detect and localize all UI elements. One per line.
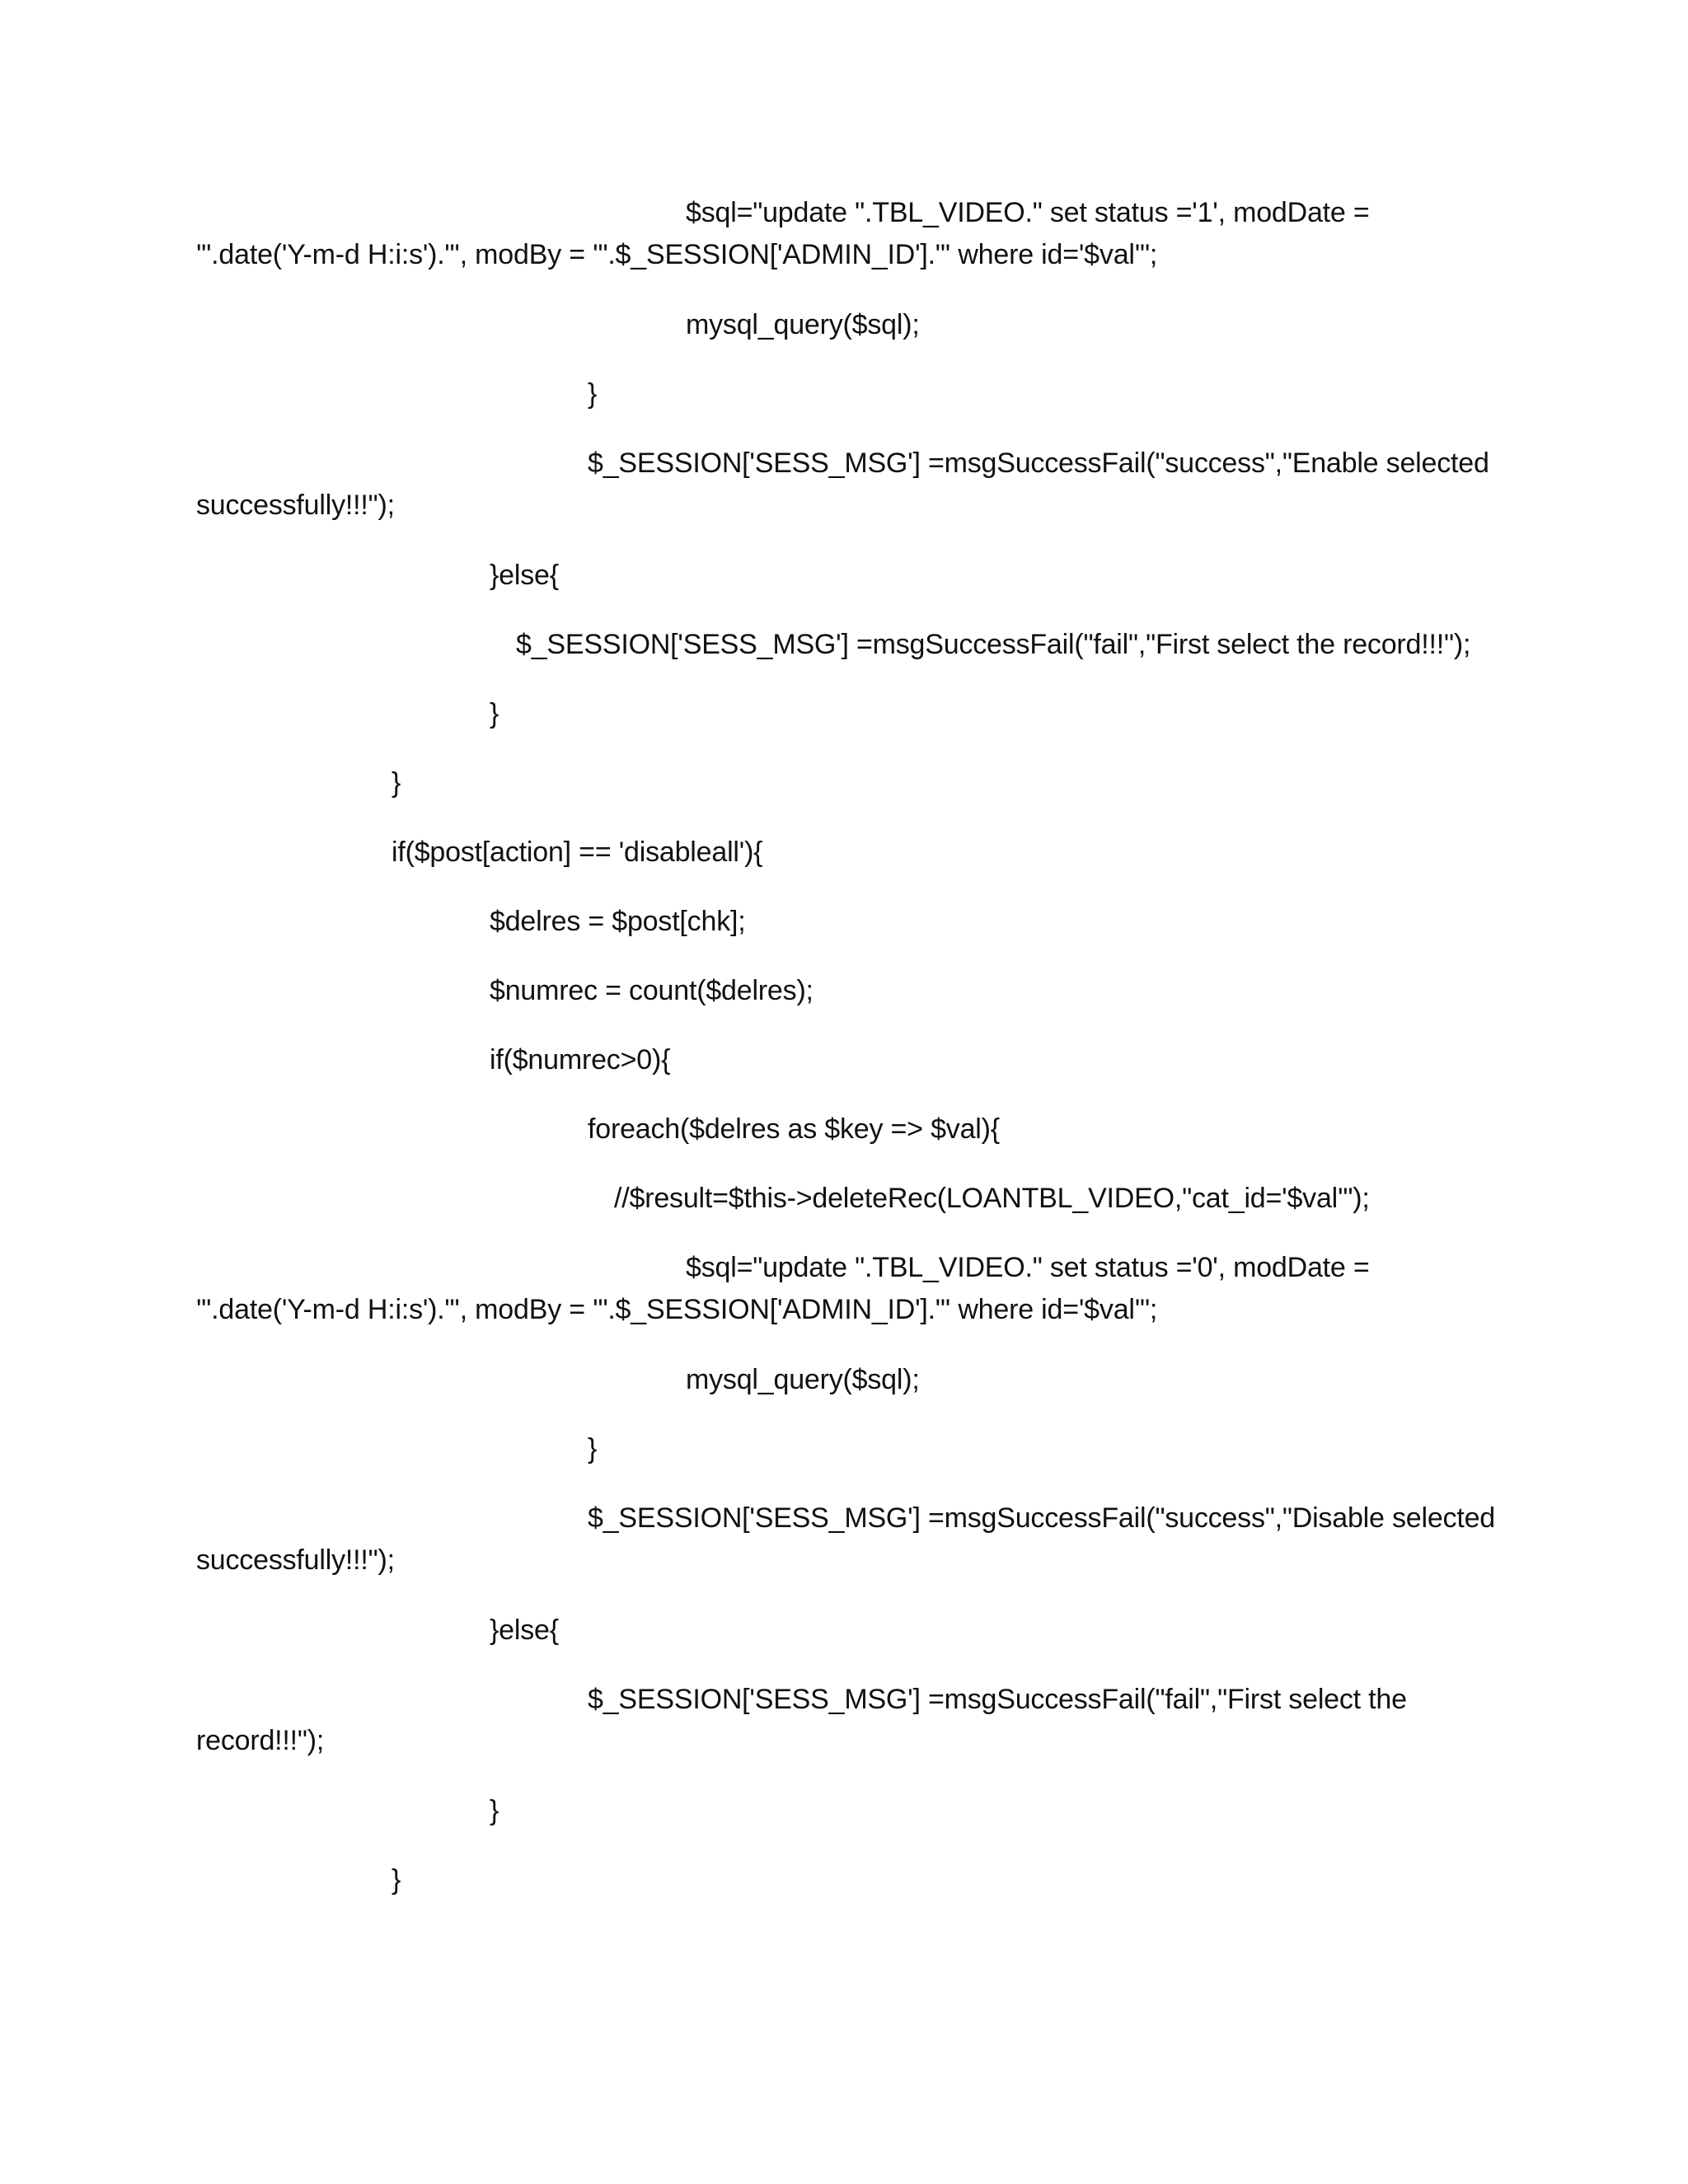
- code-line-6: successfully!!!");: [196, 490, 395, 521]
- code-line-11: if($post[action] == 'disableall'){: [392, 837, 763, 868]
- code-line-26: }: [490, 1795, 499, 1826]
- code-line-12: $delres = $post[chk];: [490, 906, 746, 937]
- code-line-22: successfully!!!");: [196, 1544, 395, 1576]
- code-line-2: '".date('Y-m-d H:i:s')."', modBy = '".$_SESSION['ADMIN_ID']."' where id='$val'";: [196, 239, 1158, 270]
- code-line-24: $_SESSION['SESS_MSG'] =msgSuccessFail("fail","First select the: [588, 1684, 1407, 1715]
- code-line-20: }: [588, 1433, 598, 1465]
- code-line-3: mysql_query($sql);: [686, 309, 920, 340]
- code-line-10: }: [392, 767, 401, 799]
- code-line-7: }else{: [490, 560, 559, 591]
- code-line-15: foreach($delres as $key => $val){: [588, 1113, 1000, 1145]
- code-line-9: }: [490, 698, 499, 729]
- code-line-5: $_SESSION['SESS_MSG'] =msgSuccessFail("success","Enable selected: [588, 448, 1489, 479]
- code-line-18: '".date('Y-m-d H:i:s')."', modBy = '".$_SESSION['ADMIN_ID']."' where id='$val'";: [196, 1294, 1158, 1325]
- code-line-1: $sql="update ".TBL_VIDEO." set status ='1', modDate =: [686, 197, 1370, 228]
- code-line-25: record!!!");: [196, 1725, 325, 1756]
- code-line-16: //$result=$this->deleteRec(LOANTBL_VIDEO,"cat_id='$val'");: [614, 1183, 1370, 1214]
- code-line-13: $numrec = count($delres);: [490, 975, 814, 1006]
- code-line-21: $_SESSION['SESS_MSG'] =msgSuccessFail("success","Disable selected: [588, 1502, 1495, 1534]
- code-line-8: $_SESSION['SESS_MSG'] =msgSuccessFail("fail","First select the record!!!");: [516, 629, 1471, 660]
- code-line-19: mysql_query($sql);: [686, 1364, 920, 1395]
- code-line-14: if($numrec>0){: [490, 1044, 671, 1076]
- code-line-4: }: [588, 378, 598, 410]
- code-line-27: }: [392, 1864, 401, 1896]
- code-line-23: }else{: [490, 1615, 559, 1646]
- code-line-17: $sql="update ".TBL_VIDEO." set status ='0', modDate =: [686, 1252, 1370, 1283]
